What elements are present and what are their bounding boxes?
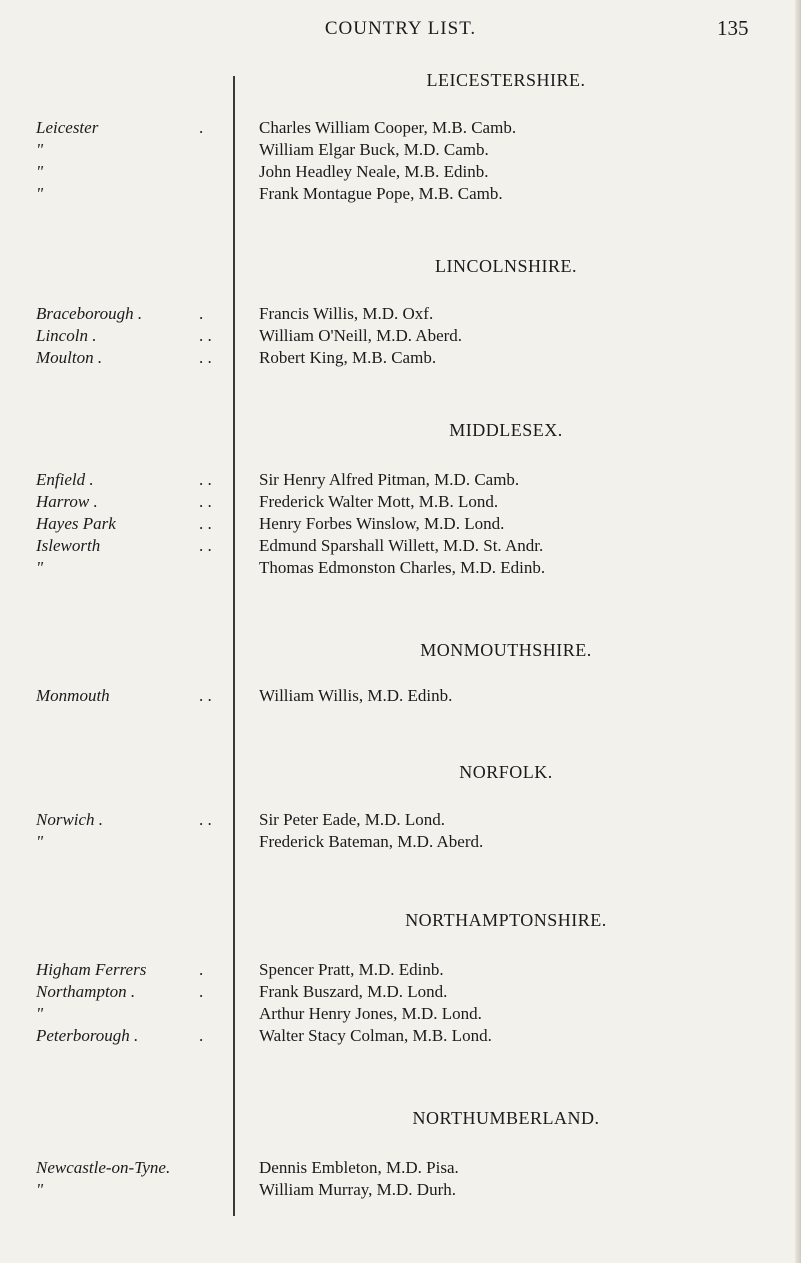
county-heading: MONMOUTHSHIRE. (420, 640, 592, 660)
physician-name: Edmund Sparshall Willett, M.D. St. Andr. (259, 536, 544, 555)
leader-dots: . (199, 304, 204, 323)
leader-dots: . (199, 982, 204, 1001)
physician-name: William Willis, M.D. Edinb. (259, 686, 453, 705)
physician-name: Charles William Cooper, M.B. Camb. (259, 118, 517, 137)
place-name: Higham Ferrers (36, 960, 147, 979)
place-name: Isleworth (36, 536, 101, 555)
leader-dots: . (199, 1026, 204, 1045)
place-name: Harrow . (36, 492, 98, 511)
page-number: 135 (717, 16, 749, 40)
list-item (0, 492, 801, 514)
physician-name: William O'Neill, M.D. Aberd. (259, 326, 463, 345)
place-name: Leicester (36, 118, 99, 137)
place-name: Northampton . (36, 982, 136, 1001)
list-item (0, 536, 801, 558)
list-item (0, 304, 801, 326)
place-name: " (36, 184, 44, 203)
leader-dots: . . (199, 492, 212, 511)
leader-dots: . (199, 118, 204, 137)
physician-name: Frank Buszard, M.D. Lond. (259, 982, 448, 1001)
place-name: Hayes Park (36, 514, 116, 533)
leader-dots: . . (199, 536, 212, 555)
county-heading: LINCOLNSHIRE. (435, 256, 577, 276)
list-item (0, 558, 801, 580)
county-heading: NORTHAMPTONSHIRE. (405, 910, 607, 930)
place-name: " (36, 1180, 44, 1199)
place-name: Lincoln . (36, 326, 97, 345)
county-heading: NORFOLK. (459, 762, 553, 782)
physician-name: Sir Henry Alfred Pitman, M.D. Camb. (259, 470, 520, 489)
place-name: " (36, 832, 44, 851)
list-item (0, 982, 801, 1004)
list-item (0, 140, 801, 162)
physician-name: Frederick Walter Mott, M.B. Lond. (259, 492, 499, 511)
list-item (0, 1026, 801, 1048)
list-item (0, 514, 801, 536)
physician-name: Francis Willis, M.D. Oxf. (259, 304, 434, 323)
leader-dots: . . (199, 514, 212, 533)
physician-name: Dennis Embleton, M.D. Pisa. (259, 1158, 459, 1177)
place-name: " (36, 558, 44, 577)
physician-name: Robert King, M.B. Camb. (259, 348, 437, 367)
physician-name: John Headley Neale, M.B. Edinb. (259, 162, 489, 181)
list-item (0, 118, 801, 140)
list-item (0, 470, 801, 492)
list-item (0, 162, 801, 184)
leader-dots: . . (199, 470, 212, 489)
running-header-title: COUNTRY LIST. (324, 18, 477, 39)
place-name: Braceborough . (36, 304, 143, 323)
place-name: Newcastle-on-Tyne. (36, 1158, 171, 1177)
leader-dots: . (199, 960, 204, 979)
list-item (0, 960, 801, 982)
list-item (0, 1180, 801, 1202)
physician-name: William Murray, M.D. Durh. (259, 1180, 456, 1199)
physician-name: William Elgar Buck, M.D. Camb. (259, 140, 489, 159)
physician-name: Sir Peter Eade, M.D. Lond. (259, 810, 446, 829)
physician-name: Thomas Edmonston Charles, M.D. Edinb. (259, 558, 546, 577)
list-item (0, 184, 801, 206)
list-item (0, 832, 801, 854)
place-name: " (36, 1004, 44, 1023)
leader-dots: . . (199, 686, 212, 705)
list-item (0, 686, 801, 708)
place-name: Norwich . (36, 810, 104, 829)
county-heading: LEICESTERSHIRE. (426, 70, 586, 90)
leader-dots: . . (199, 810, 212, 829)
physician-name: Spencer Pratt, M.D. Edinb. (259, 960, 444, 979)
place-name: Moulton . (36, 348, 103, 367)
place-name: Monmouth (36, 686, 110, 705)
list-item (0, 1158, 801, 1180)
physician-name: Arthur Henry Jones, M.D. Lond. (259, 1004, 482, 1023)
place-name: Peterborough . (36, 1026, 139, 1045)
physician-name: Frederick Bateman, M.D. Aberd. (259, 832, 484, 851)
physician-name: Henry Forbes Winslow, M.D. Lond. (259, 514, 505, 533)
physician-name: Frank Montague Pope, M.B. Camb. (259, 184, 503, 203)
leader-dots: . . (199, 326, 212, 345)
list-item (0, 326, 801, 348)
list-item (0, 348, 801, 370)
place-name: " (36, 140, 44, 159)
list-item (0, 810, 801, 832)
county-heading: MIDDLESEX. (449, 420, 563, 440)
leader-dots: . . (199, 348, 212, 367)
physician-name: Walter Stacy Colman, M.B. Lond. (259, 1026, 492, 1045)
place-name: " (36, 162, 44, 181)
list-item (0, 1004, 801, 1026)
place-name: Enfield . (36, 470, 94, 489)
county-heading: NORTHUMBERLAND. (412, 1108, 600, 1128)
